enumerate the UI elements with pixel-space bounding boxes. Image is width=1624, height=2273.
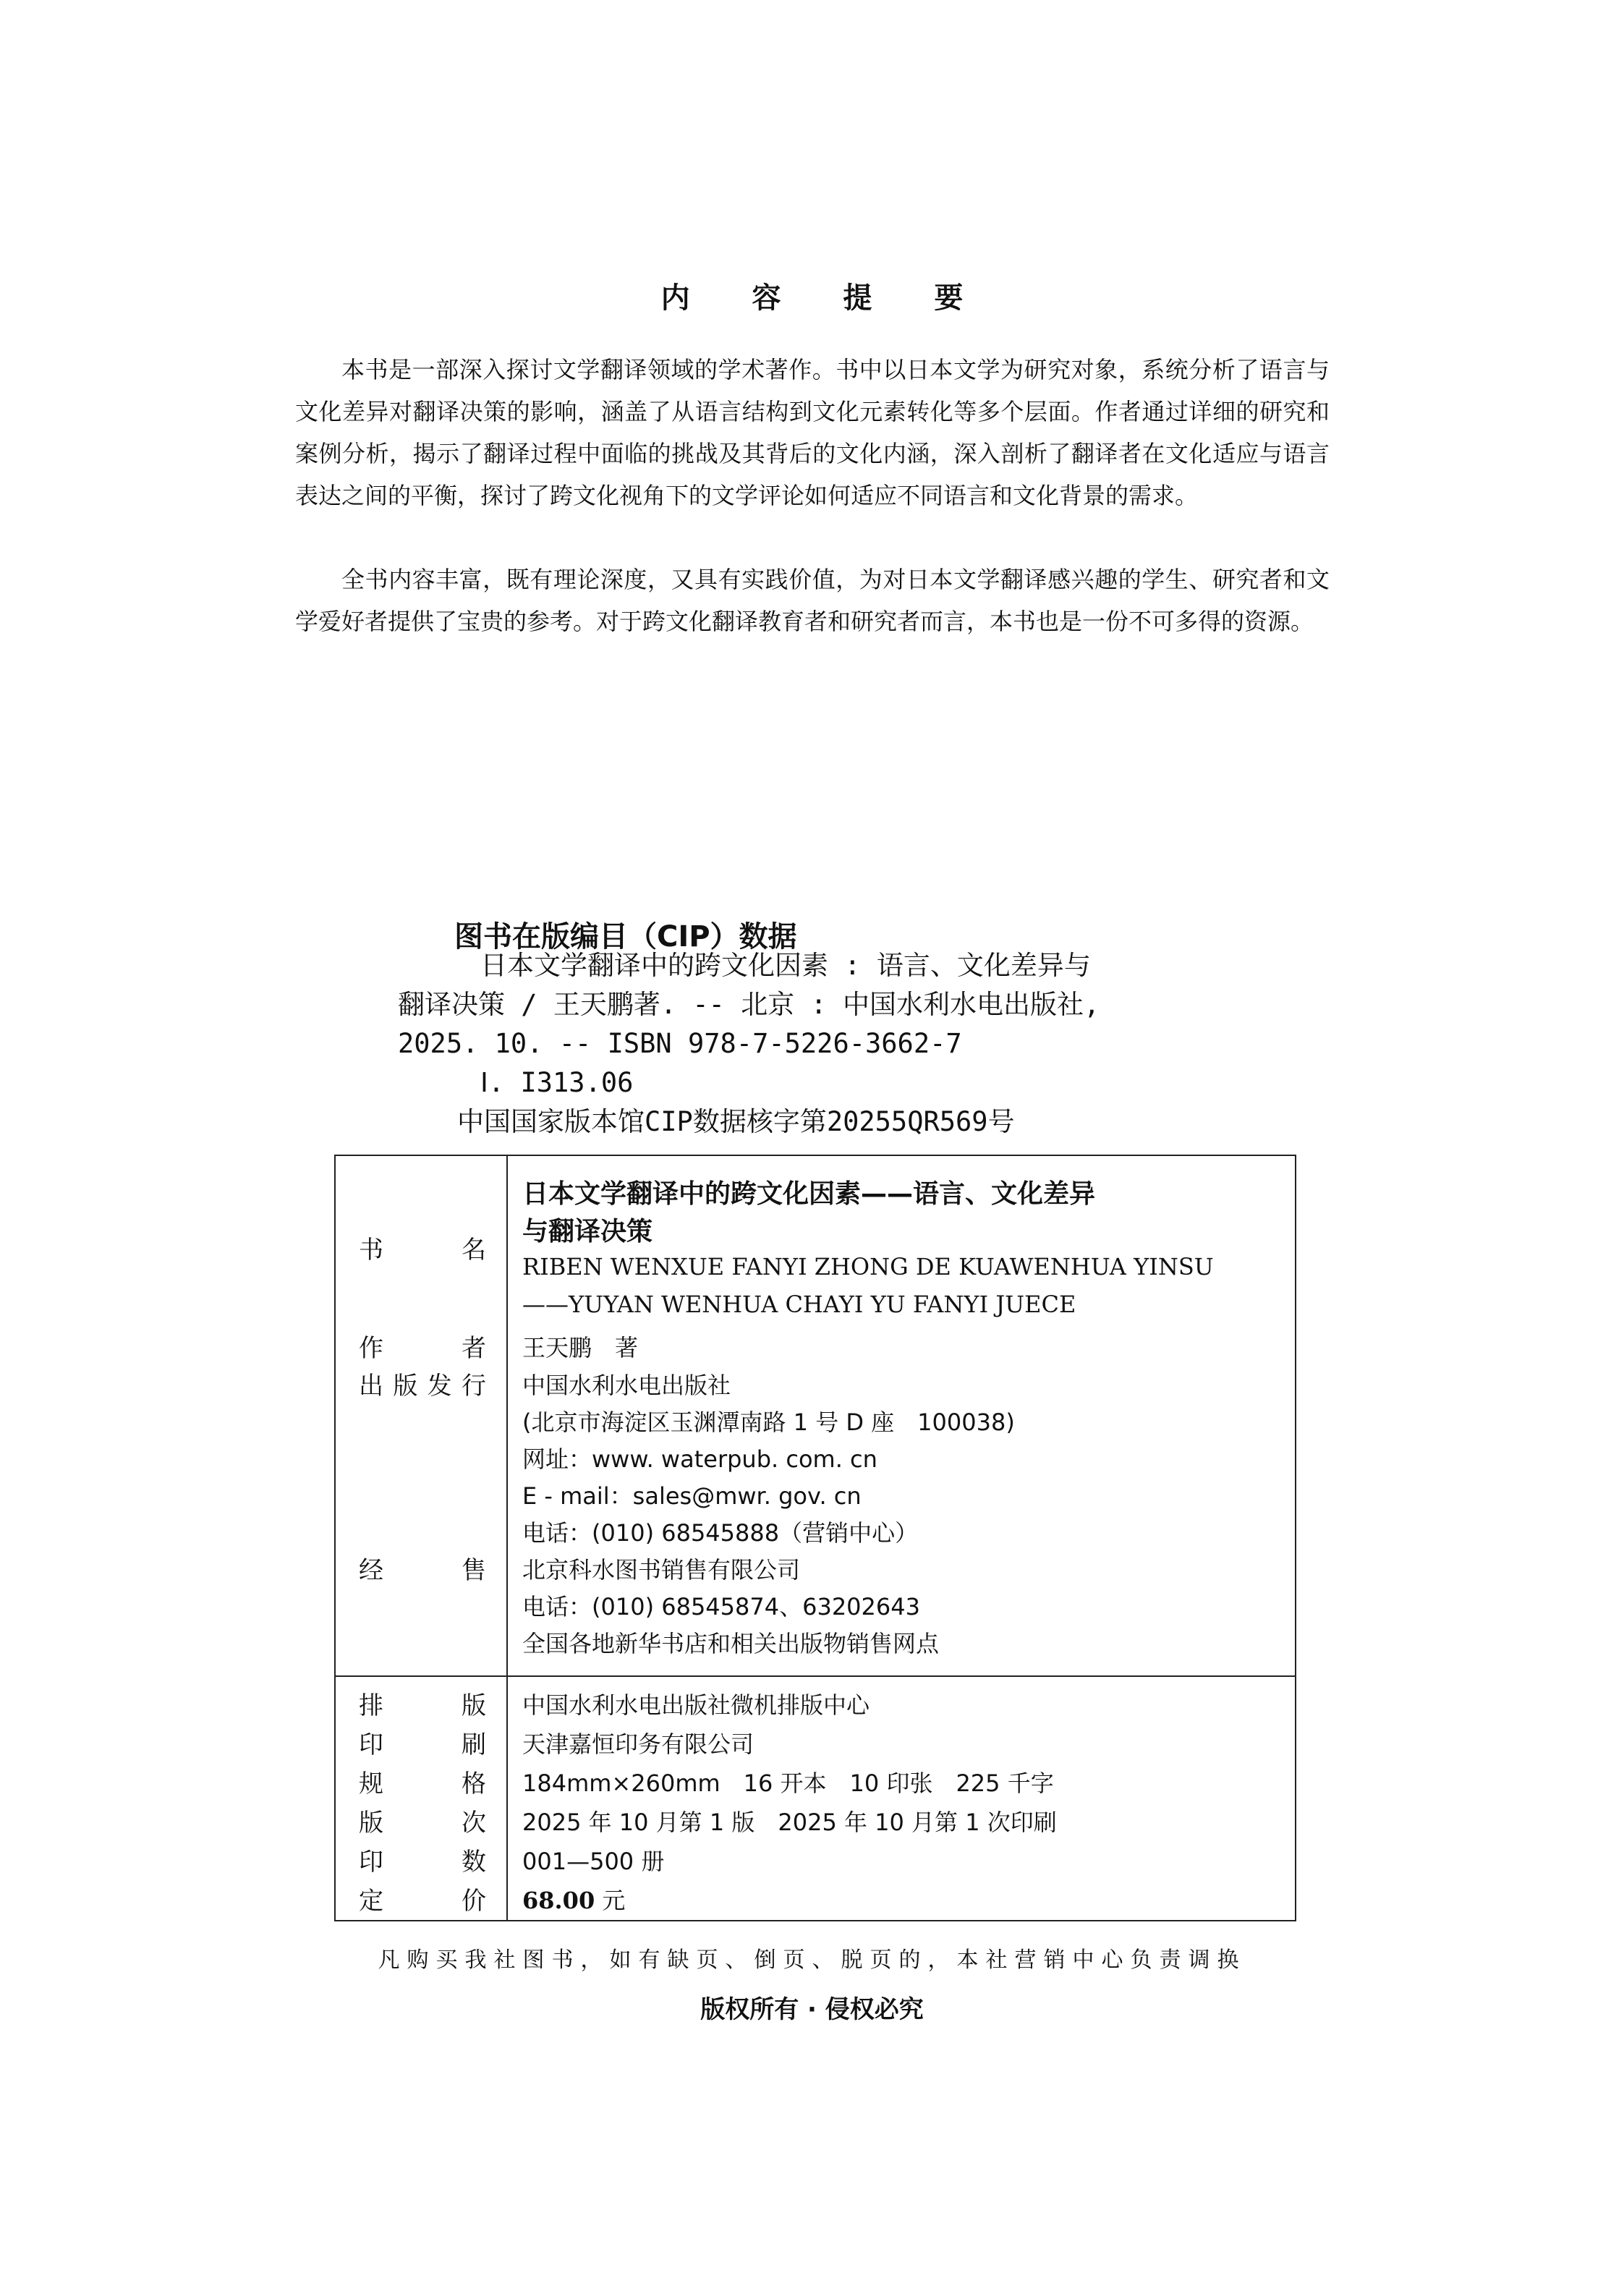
publisher-phone: 电话：(010) 68545888（营销中心）	[522, 1519, 919, 1547]
spec-label-price: 定 价	[359, 1887, 486, 1916]
spec-value-format: 184mm×260mm 16 开本 10 印张 225 千字	[522, 1769, 1054, 1797]
author-label: 作 者	[359, 1334, 486, 1363]
spec-value-typesetting: 中国水利水电出版社微机排版中心	[522, 1691, 870, 1719]
spec-label-print-run: 印 数	[359, 1848, 486, 1877]
cip-line-4: Ⅰ. I313.06	[480, 1067, 634, 1098]
section-divider	[336, 1675, 1295, 1677]
spec-value-print-run: 001—500 册	[522, 1848, 665, 1875]
summary-paragraph-1: 本书是一部深入探讨文学翻译领域的学术著作。书中以日本文学为研究对象，系统分析了语言与文化差异对翻译决策的影响，涵盖了从语言结构到文化元素转化等多个层面。作者通过详细的研究和案例分析，揭示了翻译过程中面临的挑战及其背后的文化内涵，深入剖析了翻译者在文化适应与语言表达之间的平衡，探讨了跨文化视角下的文学评论如何适应不同语言和文化背景的需求。	[295, 356, 1330, 509]
cip-line-1: 日本文学翻译中的跨文化因素 : 语言、文化差异与	[480, 950, 1091, 981]
distributor-label: 经 售	[359, 1556, 486, 1585]
book-title-pinyin-1: RIBEN WENXUE FANYI ZHONG DE KUAWENHUA YINSU	[522, 1253, 1214, 1280]
spec-value-printing: 天津嘉恒印务有限公司	[522, 1730, 754, 1758]
cip-heading: 图书在版编目（CIP）数据	[454, 920, 797, 953]
cip-line-2: 翻译决策 / 王天鹏著. -- 北京 : 中国水利水电出版社,	[398, 989, 1100, 1020]
spec-label-printing: 印 刷	[359, 1730, 486, 1759]
publisher-name: 中国水利水电出版社	[522, 1372, 731, 1399]
publisher-address: (北京市海淀区玉渊潭南路 1 号 D 座 100038)	[522, 1409, 1015, 1436]
distributor-name: 北京科水图书销售有限公司	[522, 1556, 801, 1584]
summary-paragraph-2: 全书内容丰富，既有理论深度，又具有实践价值，为对日本文学翻译感兴趣的学生、研究者和文学爱好者提供了宝贵的参考。对于跨文化翻译教育者和研究者而言，本书也是一份不可多得的资源。	[295, 566, 1330, 635]
price-unit: 元	[602, 1887, 626, 1914]
publisher-email: E - mail：sales@mwr. gov. cn	[522, 1482, 862, 1510]
spec-label-edition: 版 次	[359, 1809, 486, 1837]
spec-label-format: 规 格	[359, 1769, 486, 1798]
summary-heading: 内 容 提 要	[660, 281, 990, 315]
copyright-notice: 版权所有 · 侵权必究	[700, 1995, 924, 2024]
book-title-pinyin-2: ——YUYAN WENHUA CHAYI YU FANYI JUECE	[522, 1291, 1076, 1318]
book-title-line-2: 与翻译决策	[522, 1217, 653, 1246]
cip-line-3: 2025. 10. -- ISBN 978-7-5226-3662-7	[398, 1028, 962, 1059]
colophon-table	[334, 1155, 1296, 1921]
distributor-phone: 电话：(010) 68545874、63202643	[522, 1593, 920, 1620]
author-value: 王天鹏 著	[522, 1334, 639, 1361]
spec-label-typesetting: 排 版	[359, 1691, 486, 1720]
book-title-line-1: 日本文学翻译中的跨文化因素——语言、文化差异	[522, 1179, 1096, 1209]
price-amount: 68.00	[522, 1887, 595, 1914]
book-title-label: 书 名	[359, 1236, 486, 1265]
spec-value-edition: 2025 年 10 月第 1 版 2025 年 10 月第 1 次印刷	[522, 1809, 1057, 1836]
distributor-network: 全国各地新华书店和相关出版物销售网点	[522, 1630, 940, 1657]
replacement-notice: 凡购买我社图书，如有缺页、倒页、脱页的，本社营销中心负责调换	[378, 1947, 1246, 1973]
spec-value-price	[522, 1882, 625, 1916]
publisher-label: 出 版 发 行	[359, 1372, 486, 1401]
cip-line-5: 中国国家版本馆CIP数据核字第20255QR569号	[457, 1106, 1015, 1137]
publisher-website: 网址：www. waterpub. com. cn	[522, 1445, 877, 1473]
